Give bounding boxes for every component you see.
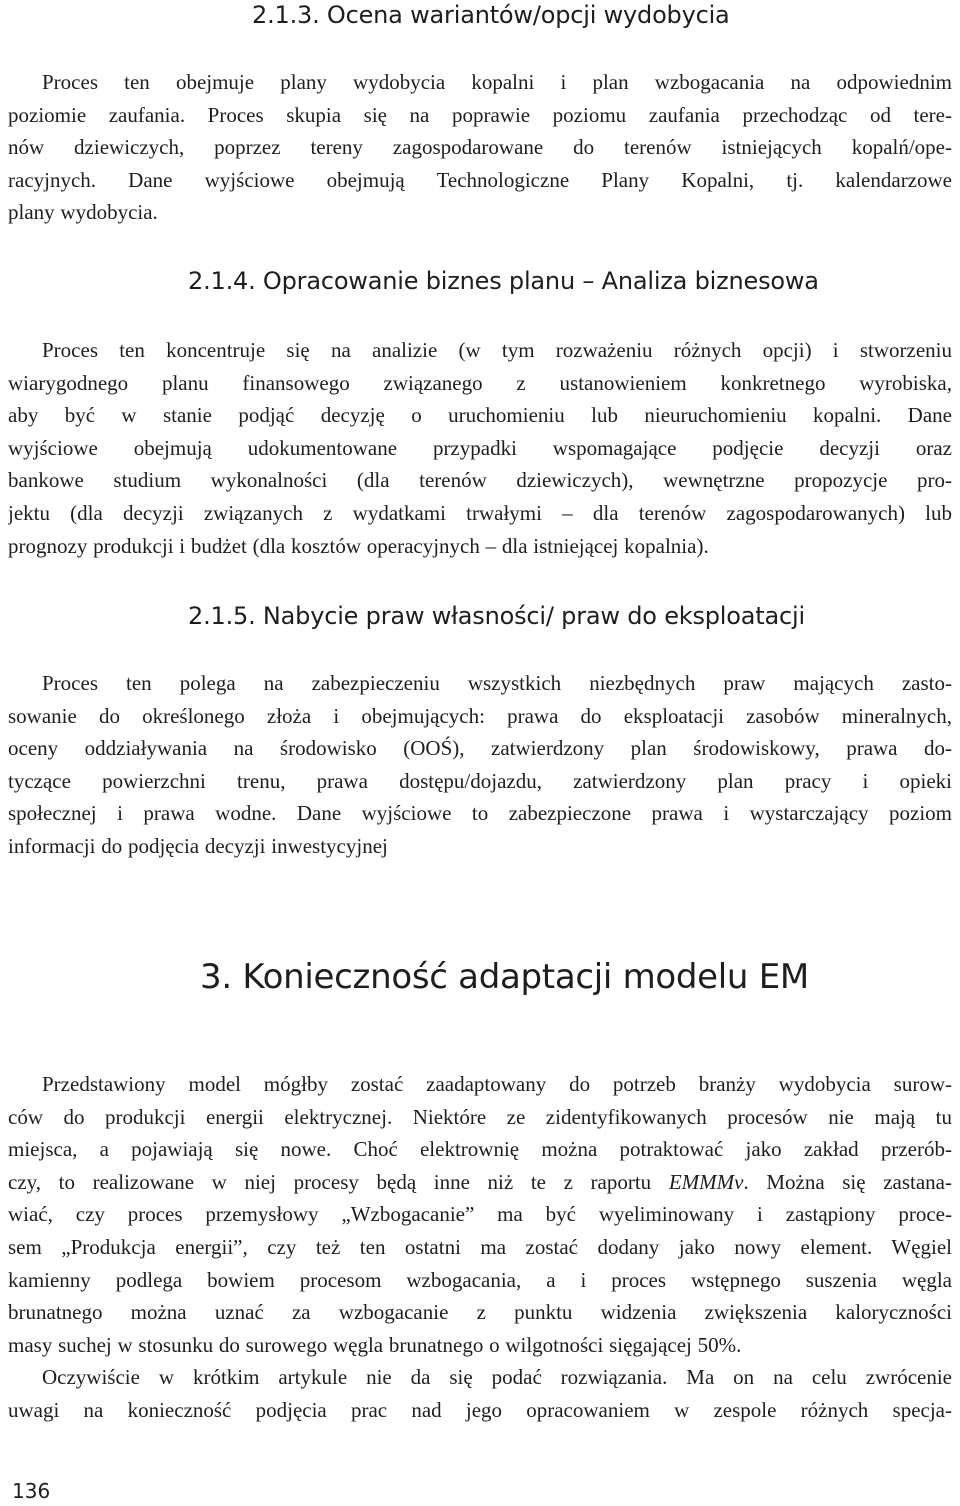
- paragraph-2-1-5: [8, 667, 952, 863]
- section-heading-2-1-3: 2.1.3. Ocena wariantów/opcji wydobycia: [252, 1, 730, 29]
- text-line: aby być w stanie podjąć decyzję o uruchomieniu lub nieuruchomieniu kopalni. Dane: [8, 403, 952, 428]
- page-number: 136: [12, 1479, 51, 1503]
- section-heading-2-1-4: 2.1.4. Opracowanie biznes planu – Analiza biznesowa: [188, 267, 819, 295]
- text-line: Proces ten polega na zabezpieczeniu wszystkich niezbędnych praw mających zasto-: [42, 671, 952, 695]
- section-heading-3: 3. Konieczność adaptacji modelu EM: [200, 957, 809, 997]
- text-line: bankowe studium wykonalności (dla terenów dziewiczych), wewnętrzne propozycje pro-: [8, 468, 952, 493]
- text-line: wiarygodnego planu finansowego związanego z ustanowieniem konkretnego wyrobiska,: [8, 370, 952, 395]
- italic-report-name: EMMMv: [668, 1169, 744, 1194]
- paragraph-2-1-4: [8, 334, 952, 562]
- text-line: sem „Produkcja energii”, czy też ten ostatni ma zostać dodany jako nowy element. Węgiel: [8, 1234, 952, 1259]
- text-line: jektu (dla decyzji związanych z wydatkami trwałymi – dla terenów zagospodarowanych) lub: [8, 500, 952, 525]
- section-heading-2-1-5: 2.1.5. Nabycie praw własności/ praw do eksploatacji: [188, 602, 805, 630]
- text-line: uwagi na konieczność podjęcia prac nad jego opracowaniem w zespole różnych specja-: [8, 1397, 952, 1422]
- text-line: Proces ten obejmuje plany wydobycia kopalni i plan wzbogacania na odpowiednim: [42, 70, 952, 94]
- text-line: wiać, czy proces przemysłowy „Wzbogacanie” ma być wyeliminowany i zastąpiony proce-: [8, 1202, 952, 1227]
- text-line-with-italic: [8, 1166, 952, 1199]
- text-run: czy, to realizowane w niej procesy będą inne niż te z raportu: [8, 1169, 669, 1194]
- text-line: plany wydobycia.: [8, 200, 158, 225]
- text-line: Oczywiście w krótkim artykule nie da się podać rozwiązania. Ma on na celu zwrócenie: [42, 1365, 952, 1390]
- text-line: miejsca, a pojawiają się nowe. Choć elektrownię można potraktować jako zakład przerób-: [8, 1137, 952, 1162]
- text-run: . Można się zastana-: [743, 1169, 952, 1194]
- text-line: sowanie do określonego złoża i obejmujących: prawa do eksploatacji zasobów mineralnych,: [8, 703, 952, 728]
- text-line: nów dziewiczych, poprzez tereny zagospodarowane do terenów istniejących kopalń/ope-: [8, 135, 952, 160]
- text-line: tyczące powierzchni trenu, prawa dostępu/dojazdu, zatwierdzony plan pracy i opieki: [8, 768, 952, 793]
- text-line: racyjnych. Dane wyjściowe obejmują Technologiczne Plany Kopalni, tj. kalendarzowe: [8, 167, 952, 192]
- text-line: ców do produkcji energii elektrycznej. Niektóre ze zidentyfikowanych procesów nie mają tu: [8, 1104, 952, 1129]
- text-line: kamienny podlega bowiem procesom wzbogacania, a i proces wstępnego suszenia węgla: [8, 1267, 952, 1292]
- paragraph-3-first: [8, 1068, 952, 1427]
- text-line: poziomie zaufania. Proces skupia się na poprawie poziomu zaufania przechodząc od tere-: [8, 102, 952, 127]
- text-line: brunatnego można uznać za wzbogacanie z punktu widzenia zwiększenia kaloryczności: [8, 1300, 952, 1325]
- text-line: oceny oddziaływania na środowisko (OOŚ), zatwierdzony plan środowiskowy, prawa do-: [8, 736, 952, 761]
- text-line: Proces ten koncentruje się na analizie (w tym rozważeniu różnych opcji) i stworzeniu: [42, 338, 952, 362]
- text-line: informacji do podjęcia decyzji inwestycyjnej: [8, 833, 388, 858]
- text-line: Przedstawiony model mógłby zostać zaadaptowany do potrzeb branży wydobycia surow-: [42, 1072, 952, 1096]
- paragraph-2-1-3: [8, 66, 952, 229]
- text-line: społecznej i prawa wodne. Dane wyjściowe to zabezpieczone prawa i wystarczający poziom: [8, 801, 952, 826]
- text-line: masy suchej w stosunku do surowego węgla brunatnego o wilgotności sięgającej 50%.: [8, 1332, 742, 1357]
- text-line: wyjściowe obejmują udokumentowane przypadki wspomagające podjęcie decyzji oraz: [8, 435, 952, 460]
- text-line: prognozy produkcji i budżet (dla kosztów operacyjnych – dla istniejącej kopalnia).: [8, 533, 709, 558]
